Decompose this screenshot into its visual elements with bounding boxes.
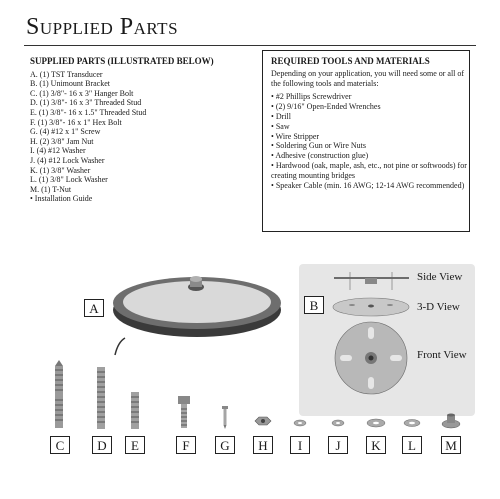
part-item: • Installation Guide (30, 194, 93, 204)
label-i: I (290, 436, 310, 454)
part-item: L. (1) 3/8" Lock Washer (30, 175, 108, 185)
bracket-side-view (334, 272, 409, 290)
3d-view-label: 3-D View (417, 301, 460, 313)
part-item: M. (1) T-Nut (30, 184, 72, 194)
label-l: L (402, 436, 422, 454)
tool-item: • (2) 9/16" Open-Ended Wrenches (271, 102, 469, 112)
page-title: Supplied Parts (26, 14, 179, 40)
label-m: M (441, 436, 461, 454)
part-item: A. (1) TST Transducer (30, 69, 103, 79)
screw-illustration (222, 406, 228, 429)
threaded-stud-long-illustration (97, 367, 105, 429)
supplied-parts-heading: SUPPLIED PARTS (ILLUSTRATED BELOW) (30, 56, 214, 66)
part-item: E. (1) 3/8"- 16 x 1.5" Threaded Stud (30, 107, 147, 117)
part-item: J. (4) #12 Lock Washer (30, 155, 105, 165)
label-k: K (366, 436, 386, 454)
label-c: C (50, 436, 70, 454)
part-item: D. (1) 3/8"- 16 x 3" Threaded Stud (30, 98, 142, 108)
tool-item: • Hardwood (oak, maple, ash, etc., not pine or softwoods) for creating mounting bridges (271, 161, 469, 181)
tools-intro: Depending on your application, you will need some or all of the following tools and materials: (271, 68, 465, 88)
side-view-label: Side View (417, 271, 463, 283)
label-b: B (304, 296, 324, 314)
bracket-3d-view (333, 298, 409, 316)
hanger-bolt-illustration (55, 360, 63, 428)
tool-item: • Saw (271, 122, 469, 132)
label-j: J (328, 436, 348, 454)
threaded-stud-short-illustration (131, 392, 139, 429)
transducer-illustration (113, 276, 281, 355)
bracket-front-view (335, 322, 407, 394)
part-item: H. (2) 3/8" Jam Nut (30, 136, 94, 146)
part-item: F. (1) 3/8"- 16 x 1" Hex Bolt (30, 117, 122, 127)
tool-item: • Adhesive (construction glue) (271, 151, 469, 161)
tool-item: • Drill (271, 112, 469, 122)
washer-small-illustration (294, 420, 306, 426)
tools-heading: REQUIRED TOOLS AND MATERIALS (271, 56, 430, 66)
part-item: C. (1) 3/8"- 16 x 3" Hanger Bolt (30, 88, 134, 98)
part-item: K. (1) 3/8" Washer (30, 165, 91, 175)
label-h: H (253, 436, 273, 454)
label-a: A (84, 299, 104, 317)
tool-item: • #2 Phillips Screwdriver (271, 92, 469, 102)
part-item: B. (1) Unimount Bracket (30, 79, 110, 89)
part-item: I. (4) #12 Washer (30, 146, 86, 156)
label-g: G (215, 436, 235, 454)
part-item: G. (4) #12 x 1" Screw (30, 127, 101, 137)
label-d: D (92, 436, 112, 454)
washer-large-illustration (367, 419, 385, 427)
jam-nut-illustration (255, 417, 271, 425)
lock-washer-large-illustration (404, 420, 420, 427)
label-e: E (125, 436, 145, 454)
tool-item: • Speaker Cable (min. 16 AWG; 12-14 AWG recommended) (271, 181, 469, 191)
label-f: F (176, 436, 196, 454)
tool-item: • Wire Stripper (271, 132, 469, 142)
lock-washer-small-illustration (332, 420, 344, 426)
front-view-label: Front View (417, 349, 467, 361)
t-nut-illustration (442, 414, 460, 429)
tool-item: • Soldering Gun or Wire Nuts (271, 141, 469, 151)
hex-bolt-illustration (178, 396, 190, 428)
